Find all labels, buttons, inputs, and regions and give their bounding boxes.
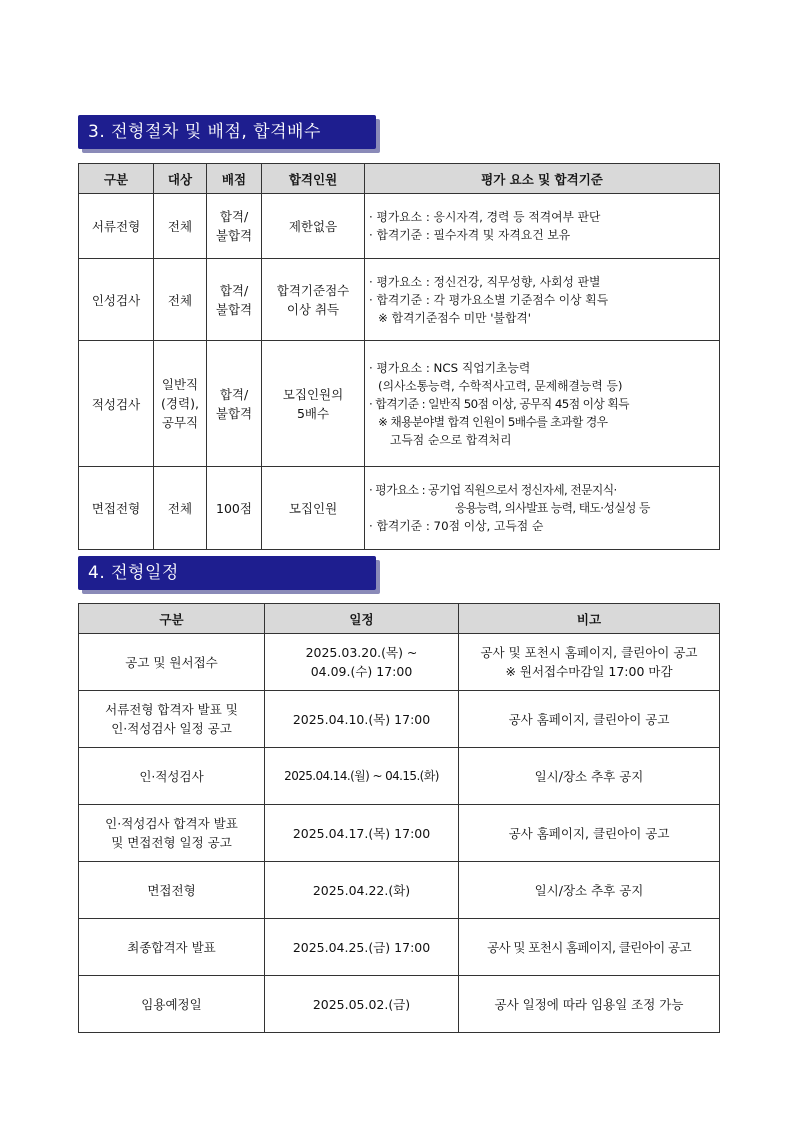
stage-cell: 적성검사 xyxy=(79,341,154,467)
criteria-line: · 평가요소 : 공기업 직원으로서 정신자세, 전문지식· xyxy=(369,483,617,497)
criteria-line: (의사소통능력, 수학적사고력, 문제해결능력 등) xyxy=(378,378,623,393)
date-cell: 2025.04.22.(화) xyxy=(265,862,459,919)
criteria-line: · 합격기준 : 필수자격 및 자격요건 보유 xyxy=(369,228,571,242)
criteria-cell xyxy=(365,194,720,259)
score-cell: 합격/ 불합격 xyxy=(207,259,262,341)
date-cell: 2025.04.14.(월) ~ 04.15.(화) xyxy=(265,748,459,805)
note-cell: 공사 홈페이지, 클린아이 공고 xyxy=(459,691,720,748)
table-row xyxy=(79,919,720,976)
target-cell: 전체 xyxy=(154,194,207,259)
header-criteria: 평가 요소 및 합격기준 xyxy=(365,164,720,194)
section-3-title: 3. 전형절차 및 배점, 합격배수 xyxy=(78,115,376,149)
note-cell: 공사 및 포천시 홈페이지, 클린아이 공고 ※ 원서접수마감일 17:00 마감 xyxy=(459,634,720,691)
stage-cell: 면접전형 xyxy=(79,467,154,550)
item-cell: 공고 및 원서접수 xyxy=(79,634,265,691)
criteria-line: 응용능력, 의사발표 능력, 태도·성실성 등 xyxy=(455,501,650,515)
item-cell: 임용예정일 xyxy=(79,976,265,1033)
score-cell: 합격/ 불합격 xyxy=(207,341,262,467)
criteria-note: ※ 합격기준점수 미만 '불합격' xyxy=(378,310,531,325)
item-cell: 인·적성검사 xyxy=(79,748,265,805)
criteria-cell xyxy=(365,341,720,467)
section-4-title: 4. 전형일정 xyxy=(78,556,376,590)
criteria-cell xyxy=(365,467,720,550)
date-cell: 2025.04.17.(목) 17:00 xyxy=(265,805,459,862)
table-row xyxy=(79,341,720,467)
date-cell: 2025.03.20.(목) ~ 04.09.(수) 17:00 xyxy=(265,634,459,691)
table-row xyxy=(79,862,720,919)
table-row xyxy=(79,194,720,259)
criteria-line: · 평가요소 : NCS 직업기초능력 xyxy=(369,360,531,375)
table-row xyxy=(79,467,720,550)
criteria-line: · 평가요소 : 정신건강, 직무성향, 사회성 판별 xyxy=(369,274,601,289)
stage-cell: 인성검사 xyxy=(79,259,154,341)
criteria-note: ※ 채용분야별 합격 인원이 5배수를 초과할 경우 xyxy=(378,414,608,429)
passers-cell: 제한없음 xyxy=(262,194,365,259)
header-score: 배점 xyxy=(207,164,262,194)
item-cell: 인·적성검사 합격자 발표 및 면접전형 일정 공고 xyxy=(79,805,265,862)
table-row xyxy=(79,976,720,1033)
date-cell: 2025.04.25.(금) 17:00 xyxy=(265,919,459,976)
table-header-row xyxy=(79,164,720,194)
header-note: 비고 xyxy=(459,604,720,634)
item-cell: 면접전형 xyxy=(79,862,265,919)
note-cell: 일시/장소 추후 공지 xyxy=(459,862,720,919)
note-cell: 공사 및 포천시 홈페이지, 클린아이 공고 xyxy=(459,919,720,976)
table-row xyxy=(79,691,720,748)
criteria-note: 고득점 순으로 합격처리 xyxy=(390,432,512,447)
date-cell: 2025.05.02.(금) xyxy=(265,976,459,1033)
note-cell: 공사 일정에 따라 임용일 조정 가능 xyxy=(459,976,720,1033)
stage-cell: 서류전형 xyxy=(79,194,154,259)
score-cell: 합격/ 불합격 xyxy=(207,194,262,259)
note-cell: 일시/장소 추후 공지 xyxy=(459,748,720,805)
header-date: 일정 xyxy=(265,604,459,634)
table-row xyxy=(79,805,720,862)
target-cell: 전체 xyxy=(154,259,207,341)
table-row xyxy=(79,259,720,341)
criteria-line: · 합격기준 : 70점 이상, 고득점 순 xyxy=(369,519,544,533)
criteria-cell xyxy=(365,259,720,341)
note-cell: 공사 홈페이지, 클린아이 공고 xyxy=(459,805,720,862)
header-item: 구분 xyxy=(79,604,265,634)
passers-cell: 모집인원 xyxy=(262,467,365,550)
header-target: 대상 xyxy=(154,164,207,194)
score-cell: 100점 xyxy=(207,467,262,550)
table-row xyxy=(79,634,720,691)
criteria-line: · 평가요소 : 응시자격, 경력 등 적격여부 판단 xyxy=(369,210,601,224)
table-row xyxy=(79,748,720,805)
table-header-row xyxy=(79,604,720,634)
header-stage: 구분 xyxy=(79,164,154,194)
target-cell: 전체 xyxy=(154,467,207,550)
criteria-line: · 합격기준 : 각 평가요소별 기준점수 이상 획득 xyxy=(369,292,609,307)
date-cell: 2025.04.10.(목) 17:00 xyxy=(265,691,459,748)
selection-procedure-table xyxy=(78,163,720,550)
item-cell: 최종합격자 발표 xyxy=(79,919,265,976)
passers-cell: 모집인원의 5배수 xyxy=(262,341,365,467)
item-cell: 서류전형 합격자 발표 및 인·적성검사 일정 공고 xyxy=(79,691,265,748)
header-passers: 합격인원 xyxy=(262,164,365,194)
schedule-table xyxy=(78,603,720,1033)
criteria-line: · 합격기준 : 일반직 50점 이상, 공무직 45점 이상 획득 xyxy=(369,396,629,411)
passers-cell: 합격기준점수 이상 취득 xyxy=(262,259,365,341)
target-cell: 일반직 (경력), 공무직 xyxy=(154,341,207,467)
